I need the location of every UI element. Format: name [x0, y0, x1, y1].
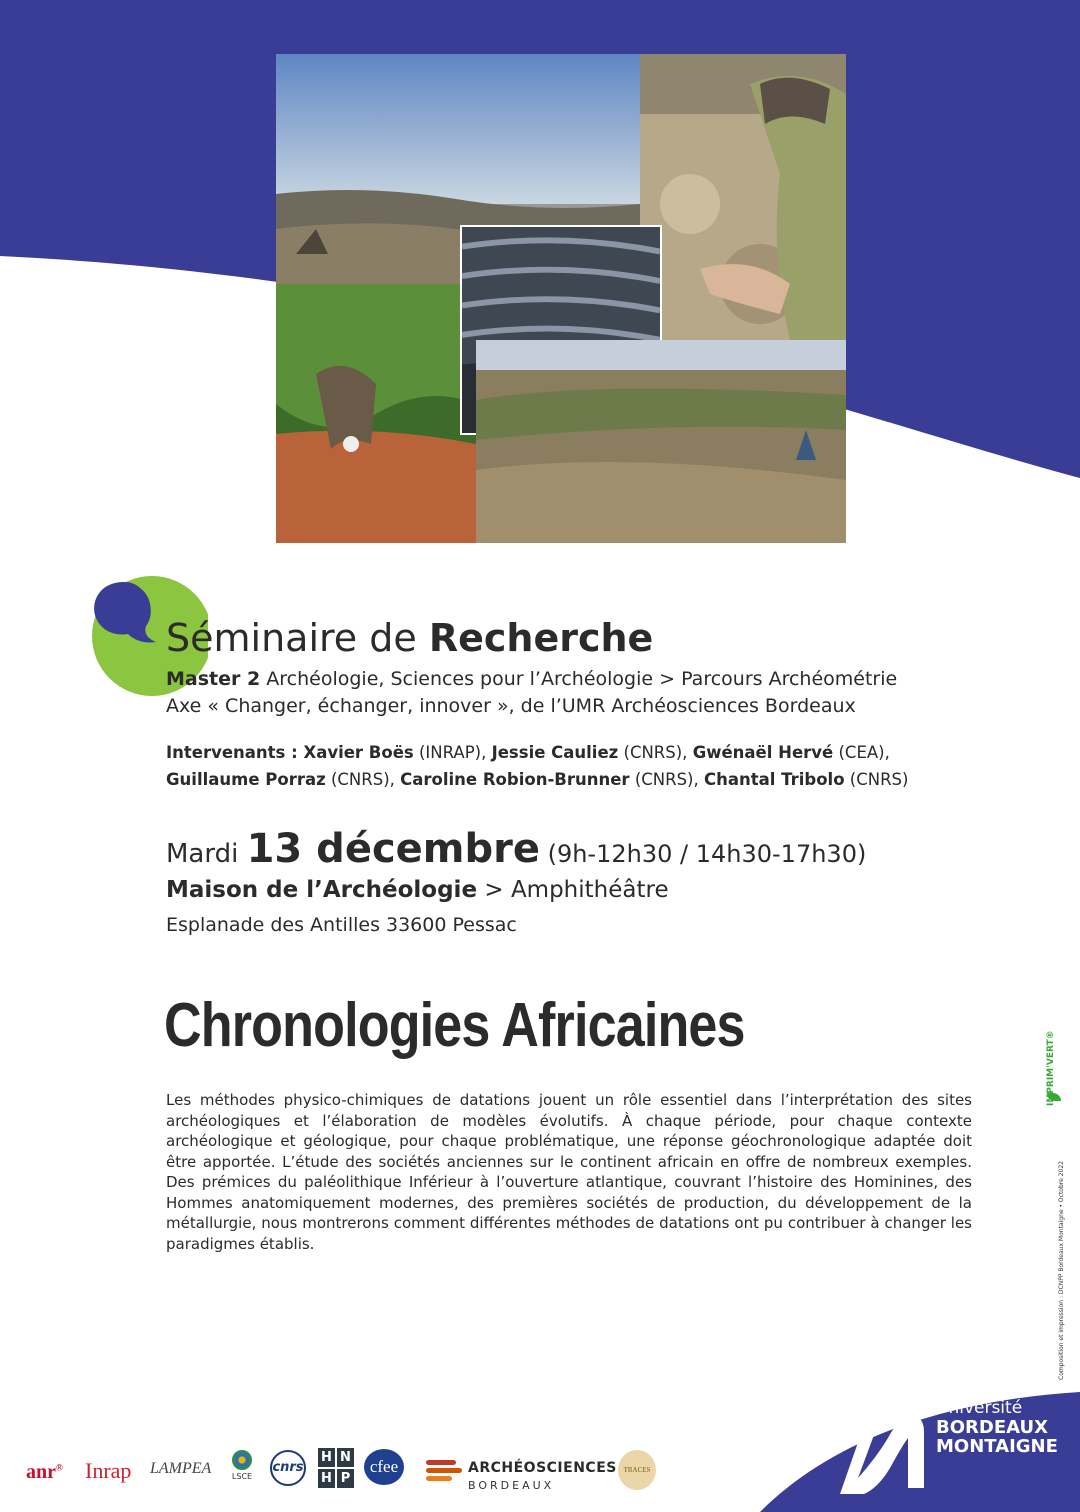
anr-logo: anr® [26, 1461, 63, 1483]
inrap-logo: Inrap [85, 1458, 132, 1483]
university-logo-icon [836, 1398, 926, 1498]
print-credit: Composition et impression : DCNPP Bordeaux Montaigne • Octobre 2022 [1058, 1161, 1065, 1380]
hnhp-logo: H N H P [318, 1448, 354, 1488]
speakers-list: Intervenants : Xavier Boës (INRAP), Jessie Cauliez (CNRS), Gwénaël Hervé (CEA), Guillaume Porraz (CNRS), Caroline Robion-Brunner (CNRS), Chantal Tribolo (CNRS) [166, 743, 909, 789]
master-line: Master 2 Archéologie, Sciences pour l’Archéologie > Parcours Archéométrie [166, 668, 898, 690]
traces-logo: TRACES [618, 1450, 656, 1490]
lampea-logo: LAMPEA [150, 1460, 212, 1477]
university-name: Université BORDEAUX MONTAIGNE [936, 1398, 1058, 1457]
cnrs-logo: cnrs [270, 1450, 306, 1486]
partner-logos: anr® Inrap LAMPEA LSCE cnrs H N H P cfee ARCHÉOSCIENCES BORDEAUX TRACES [0, 1440, 1080, 1500]
photo-collage [276, 54, 846, 543]
event-date: Mardi 13 décembre (9h-12h30 / 14h30-17h30) [166, 826, 867, 872]
cfee-logo: cfee [364, 1449, 404, 1485]
photo-forest-dig [276, 284, 476, 543]
photo-badlands [476, 340, 846, 543]
event-place: Maison de l’Archéologie > Amphithéâtre [166, 877, 669, 903]
lsce-logo: LSCE [229, 1450, 255, 1481]
axe-line: Axe « Changer, échanger, innover », de l’UMR Archéosciences Bordeaux [166, 695, 856, 717]
seminar-title: Séminaire de Recherche [166, 616, 654, 660]
event-address: Esplanade des Antilles 33600 Pessac [166, 914, 517, 936]
headline: Chronologies Africaines [164, 991, 745, 1060]
photo-excavation-hands [640, 54, 846, 340]
imprim-vert-label: IMPRIM'VERT® [1046, 1030, 1056, 1106]
description: Les méthodes physico-chimiques de datations jouent un rôle essentiel dans l’interprétation des sites archéologiques et l’élaboration de modèles évolutifs. À chaque période, pour chaque contexte archéologique et géologique, pour chaque problématique, une réponse géochronologique adaptée doit être apportée. L’étude des sociétés anciennes sur le continent africain en offre de nombreux exemples. Des prémices du paléolithique Inférieur à l’ouverture atlantique, couvrant l’histoire des Hominines, des Hommes anatomiquement modernes, des premières sociétés de production, du développement de la métallurgie, nous montrerons comment différentes méthodes de datations ont pu contribuer à changer les paradigmes établis. [166, 1091, 972, 1253]
